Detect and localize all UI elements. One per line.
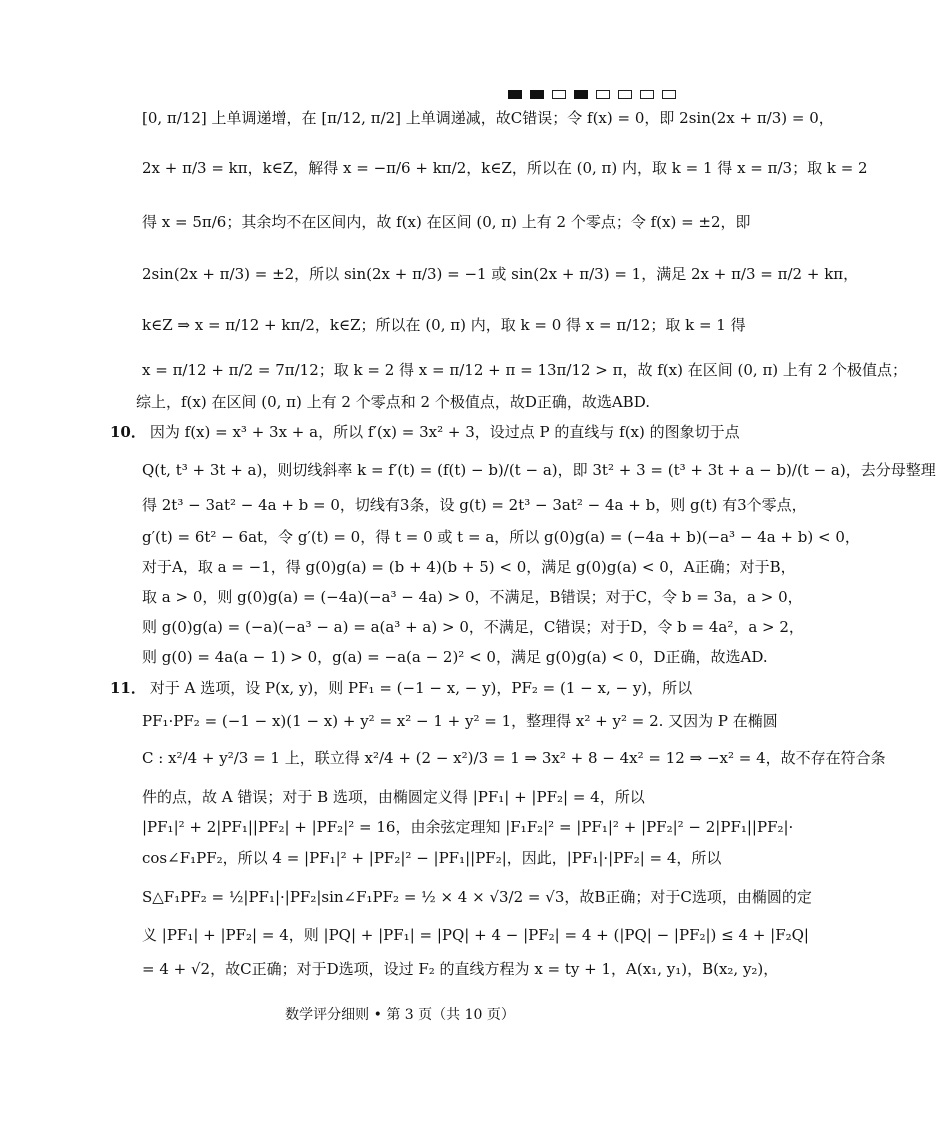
line-text: g′(t) = 6t² − 6at，令 g′(t) = 0，得 t = 0 或 t = a，所以 g(0)g(a) = (−4a + b)(−a³ − 4a + b) < 0， bbox=[142, 528, 860, 546]
line-text: 对于A，取 a = −1，得 g(0)g(a) = (b + 4)(b + 5) < 0，满足 g(0)g(a) < 0，A正确；对于B， bbox=[142, 558, 796, 576]
line-text: |PF₁|² + 2|PF₁||PF₂| + |PF₂|² = 16，由余弦定理知 |F₁F₂|² = |PF₁|² + |PF₂|² − 2|PF₁||PF₂|· bbox=[142, 818, 794, 836]
text-line bbox=[142, 925, 809, 945]
line-text: 2x + π/3 = kπ，k∈Z，解得 x = −π/6 + kπ/2，k∈Z，所以在 (0, π) 内，取 k = 1 得 x = π/3；取 k = 2 bbox=[142, 159, 868, 177]
text-line bbox=[142, 817, 794, 837]
line-text: PF₁·PF₂ = (−1 − x)(1 − x) + y² = x² − 1 + y² = 1，整理得 x² + y² = 2. 又因为 P 在椭圆 bbox=[142, 712, 778, 730]
progress-marks bbox=[508, 90, 676, 99]
text-line bbox=[142, 158, 868, 178]
text-line bbox=[142, 787, 710, 807]
line-text: 因为 f(x) = x³ + 3x + a，所以 f′(x) = 3x² + 3，设过点 P 的直线与 f(x) 的图象切于点 bbox=[149, 423, 740, 441]
progress-mark bbox=[508, 90, 522, 99]
line-text: 则 g(0)g(a) = (−a)(−a³ − a) = a(a³ + a) > 0，不满足，C错误；对于D，令 b = 4a²，a > 2， bbox=[142, 618, 804, 636]
text-line bbox=[142, 212, 751, 232]
line-text: [0, π/12] 上单调递增，在 [π/12, π/2] 上单调递减，故C错误；令 f(x) = 0，即 2sin(2x + π/3) = 0， bbox=[142, 109, 834, 127]
text-line bbox=[142, 647, 768, 667]
text-line bbox=[142, 360, 908, 380]
line-text: k∈Z ⇒ x = π/12 + kπ/2，k∈Z；所以在 (0, π) 内，取 k = 0 得 x = π/12；取 k = 1 得 bbox=[142, 316, 746, 334]
text-line bbox=[142, 527, 860, 547]
text-line bbox=[142, 460, 936, 480]
question-number: 10． bbox=[110, 423, 146, 441]
text-line bbox=[142, 264, 859, 284]
progress-mark bbox=[618, 90, 632, 99]
progress-mark bbox=[530, 90, 544, 99]
line-text: 对于 A 选项，设 P(x, y)，则 PF₁ = (−1 − x, − y)，PF₂ = (1 − x, − y)，所以 bbox=[149, 679, 693, 697]
text-line bbox=[142, 587, 803, 607]
line-text: 2sin(2x + π/3) = ±2，所以 sin(2x + π/3) = −1 或 sin(2x + π/3) = 1，满足 2x + π/3 = π/2 + kπ， bbox=[142, 265, 859, 283]
progress-mark bbox=[552, 90, 566, 99]
line-text: Q(t, t³ + 3t + a)，则切线斜率 k = f′(t) = (f(t) − b)/(t − a)，即 3t² + 3 = (t³ + 3t + a − b)/(t − a)，去分母整理 bbox=[142, 461, 936, 479]
text-line bbox=[136, 392, 650, 412]
text-line bbox=[142, 557, 796, 577]
line-text: 得 2t³ − 3at² − 4a + b = 0，切线有3条，设 g(t) = 2t³ − 3at² − 4a + b，则 g(t) 有3个零点， bbox=[142, 496, 807, 514]
line-text: cos∠F₁PF₂，所以 4 = |PF₁|² + |PF₂|² − |PF₁||PF₂|，因此，|PF₁|·|PF₂| = 4，所以 bbox=[142, 849, 722, 867]
progress-mark bbox=[662, 90, 676, 99]
line-text: 件的点，故 A 错误；对于 B 选项，由椭圆定义得 |PF₁| + |PF₂| = 4，所以 bbox=[142, 788, 645, 806]
line-text: x = π/12 + π/2 = 7π/12；取 k = 2 得 x = π/12 + π = 13π/12 > π，故 f(x) 在区间 (0, π) 上有 2 个极值点； bbox=[142, 361, 908, 379]
line-text: C : x²/4 + y²/3 = 1 上，联立得 x²/4 + (2 − x²)/3 = 1 ⇒ 3x² + 8 − 4x² = 12 ⇒ −x² = 4，故不存在符合条 bbox=[142, 749, 886, 767]
text-line bbox=[142, 617, 804, 637]
progress-mark bbox=[596, 90, 610, 99]
line-text: 得 x = 5π/6；其余均不在区间内，故 f(x) 在区间 (0, π) 上有 2 个零点；令 f(x) = ±2，即 bbox=[142, 213, 751, 231]
progress-mark bbox=[640, 90, 654, 99]
line-text: 则 g(0) = 4a(a − 1) > 0，g(a) = −a(a − 2)² < 0，满足 g(0)g(a) < 0，D正确，故选AD. bbox=[142, 648, 768, 666]
text-line bbox=[142, 108, 834, 128]
page-footer: 数学评分细则 • 第 3 页（共 10 页） bbox=[285, 1007, 515, 1023]
line-text: 综上，f(x) 在区间 (0, π) 上有 2 个零点和 2 个极值点，故D正确，故选ABD. bbox=[136, 393, 650, 411]
line-text: 取 a > 0，则 g(0)g(a) = (−4a)(−a³ − 4a) > 0，不满足，B错误；对于C，令 b = 3a，a > 0， bbox=[142, 588, 803, 606]
text-line bbox=[142, 495, 807, 515]
text-line bbox=[142, 887, 812, 907]
text-line bbox=[142, 748, 886, 768]
line-text: = 4 + √2，故C正确；对于D选项，设过 F₂ 的直线方程为 x = ty + 1，A(x₁, y₁)，B(x₂, y₂)， bbox=[142, 960, 779, 978]
text-line bbox=[110, 422, 740, 442]
text-line bbox=[142, 711, 778, 731]
text-line bbox=[142, 848, 722, 868]
line-text: 义 |PF₁| + |PF₂| = 4，则 |PQ| + |PF₁| = |PQ| + 4 − |PF₂| = 4 + (|PQ| − |PF₂|) ≤ 4 + |F₂Q| bbox=[142, 926, 809, 944]
line-text: S△F₁PF₂ = ½|PF₁|·|PF₂|sin∠F₁PF₂ = ½ × 4 × √3/2 = √3，故B正确；对于C选项，由椭圆的定 bbox=[142, 888, 812, 906]
progress-mark bbox=[574, 90, 588, 99]
text-line bbox=[110, 678, 692, 698]
text-line bbox=[142, 315, 746, 335]
text-line bbox=[142, 959, 779, 979]
question-number: 11． bbox=[110, 679, 146, 697]
